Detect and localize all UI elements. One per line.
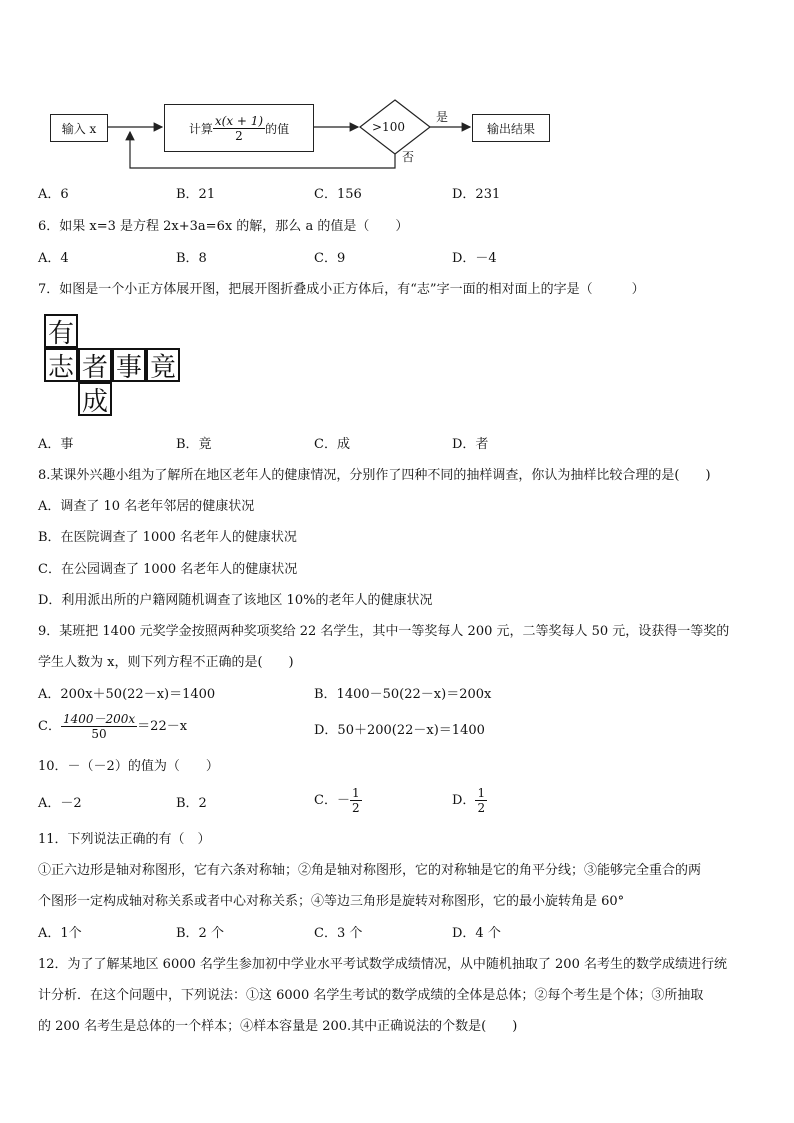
- cube-face-shi: 事: [112, 348, 146, 382]
- q8-option-c: C．在公园调查了 1000 名老年人的健康状况: [38, 562, 298, 577]
- yes-label: 是: [436, 110, 449, 124]
- q9-option-c-fraction: [61, 712, 137, 741]
- q7-question: 7．如图是一个小正方体展开图，把展开图折叠成小正方体后，有“志”字一面的相对面上的字是（ ）: [38, 282, 645, 297]
- q11-option-b: B．2 个: [176, 926, 224, 941]
- q9-question-line1: 9．某班把 1400 元奖学金按照两种奖项奖给 22 名学生，其中一等奖每人 200 元，二等奖每人 50 元，设获得一等奖的: [38, 624, 730, 639]
- flowchart-lines: [0, 0, 794, 180]
- output-box: [472, 114, 550, 142]
- q5-option-b: B．21: [176, 187, 216, 202]
- compute-denominator: 2: [235, 128, 243, 143]
- cube-face-you: 有: [44, 314, 78, 348]
- input-label: 输入 x: [61, 121, 97, 136]
- q10-option-c-denominator: 2: [351, 801, 360, 815]
- q10-option-c-numerator: 1: [351, 786, 360, 800]
- q10-option-d-denominator: 2: [477, 801, 486, 815]
- q8-option-b: B．在医院调查了 1000 名老年人的健康状况: [38, 530, 297, 545]
- q5-option-a: A．6: [38, 187, 69, 202]
- q10-option-c-fraction: [350, 786, 362, 815]
- q5-option-c: C．156: [314, 187, 362, 202]
- q9-option-c-numerator: 1400－200x: [62, 712, 136, 726]
- cube-face-zhe: 者: [78, 348, 112, 382]
- q10-option-a: A．－2: [38, 796, 82, 811]
- q9-option-b: B．1400－50(22－x)＝200x: [314, 687, 492, 702]
- q9-option-c-suffix: ＝22－x: [137, 718, 188, 734]
- q8-option-d: D．利用派出所的户籍网随机调查了该地区 10%的老年人的健康状况: [38, 593, 433, 608]
- q11-body-line1: ①正六边形是轴对称图形，它有六条对称轴；②角是轴对称图形，它的对称轴是它的角平分线；③能够完全重合的两: [38, 863, 702, 878]
- q8-question: 8.某课外兴趣小组为了解所在地区老年人的健康情况，分别作了四种不同的抽样调查，你认为抽样比较合理的是( ): [38, 468, 711, 483]
- q6-option-b: B．8: [176, 251, 207, 266]
- q9-option-c-prefix: C．: [38, 718, 61, 734]
- no-label: 否: [402, 150, 415, 164]
- output-label: 输出结果: [486, 121, 535, 136]
- q10-option-d-fraction: [475, 786, 487, 815]
- q10-option-b: B．2: [176, 796, 207, 811]
- q9-option-c-denominator: 50: [91, 727, 107, 741]
- q10-question: 10．－（－2）的值为（ ）: [38, 759, 219, 774]
- q12-question-line2: 计分析．在这个问题中，下列说法：①这 6000 名学生考试的数学成绩的全体是总体；②每个考生是个体；③所抽取: [38, 988, 704, 1003]
- q6-option-d: D．－4: [452, 251, 497, 266]
- compute-suffix: 的值: [265, 121, 290, 136]
- cube-face-cheng: 成: [78, 382, 112, 416]
- q12-question-line3: 的 200 名考生是总体的一个样本；④样本容量是 200.其中正确说法的个数是( ): [38, 1019, 518, 1034]
- compute-prefix: 计算: [188, 121, 213, 136]
- q7-option-c: C．成: [314, 437, 350, 452]
- q7-option-a: A．事: [38, 437, 74, 452]
- cube-face-zhi: 志: [44, 348, 78, 382]
- q10-option-c-prefix: C．－: [314, 792, 350, 808]
- q10-option-c: [314, 786, 362, 815]
- q7-option-d: D．者: [452, 437, 489, 452]
- q6-option-c: C．9: [314, 251, 346, 266]
- compute-numerator: x(x + 1): [214, 113, 264, 128]
- q10-option-d-prefix: D．: [452, 792, 476, 808]
- q11-option-a: A．1个: [38, 926, 82, 941]
- compute-box: [164, 104, 314, 152]
- q9-question-line2: 学生人数为 x，则下列方程不正确的是( ): [38, 655, 294, 670]
- q12-question-line1: 12．为了了解某地区 6000 名学生参加初中学业水平考试数学成绩情况，从中随机抽取了 200 名考生的数学成绩进行统: [38, 957, 727, 972]
- q11-body-line2: 个图形一定构成轴对称关系或者中心对称关系；④等边三角形是旋转对称图形，它的最小旋转角是 60°: [38, 894, 625, 909]
- q9-option-d: D．50＋200(22－x)＝1400: [314, 723, 485, 738]
- q6-option-a: A．4: [38, 251, 69, 266]
- q8-option-a: A．调查了 10 名老年邻居的健康状况: [38, 499, 255, 514]
- input-box: [50, 114, 108, 142]
- q9-option-a: A．200x＋50(22－x)＝1400: [38, 687, 216, 702]
- q9-option-c: [38, 712, 187, 741]
- condition-label: >100: [372, 120, 405, 134]
- q11-option-d: D．4 个: [452, 926, 501, 941]
- q7-option-b: B．竟: [176, 437, 212, 452]
- q6-question: 6．如果 x=3 是方程 2x+3a=6x 的解，那么 a 的值是（ ）: [38, 219, 409, 234]
- q10-option-d: [452, 786, 487, 815]
- q10-option-d-numerator: 1: [477, 786, 486, 800]
- cube-face-jing: 竟: [146, 348, 180, 382]
- q5-option-d: D．231: [452, 187, 501, 202]
- q11-option-c: C．3 个: [314, 926, 363, 941]
- compute-fraction: [213, 114, 265, 143]
- q11-question: 11．下列说法正确的有（ ）: [38, 832, 211, 847]
